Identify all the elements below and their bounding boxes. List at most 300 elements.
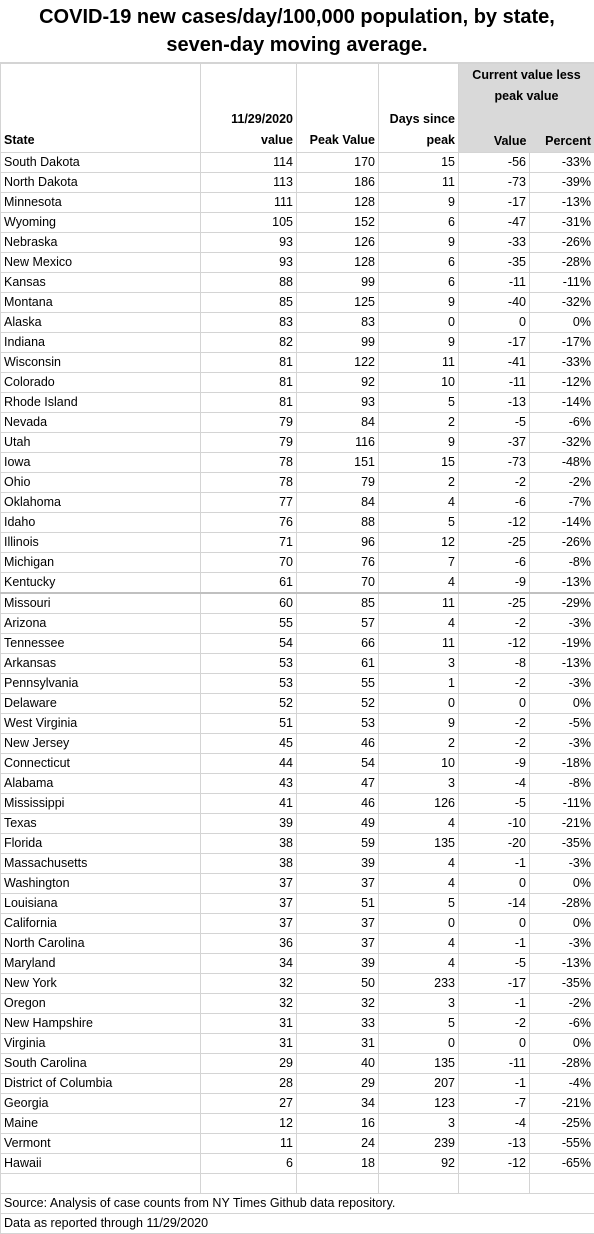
cell-current-value: 38 xyxy=(201,834,297,854)
cell-current-value: 54 xyxy=(201,634,297,654)
cell-diff-percent: -31% xyxy=(530,213,594,233)
cell-state: Arkansas xyxy=(1,654,201,674)
cell-days-since-peak: 5 xyxy=(379,894,459,914)
cell-diff-percent: -33% xyxy=(530,153,594,173)
cell-days-since-peak: 9 xyxy=(379,293,459,313)
cell-current-value: 51 xyxy=(201,714,297,734)
table-row xyxy=(1,593,594,614)
cell-current-value: 93 xyxy=(201,233,297,253)
cell-current-value: 53 xyxy=(201,654,297,674)
cell-current-value: 37 xyxy=(201,894,297,914)
cell-state: South Dakota xyxy=(1,153,201,173)
cell-days-since-peak: 3 xyxy=(379,774,459,794)
cell-peak-value: 99 xyxy=(297,273,379,293)
table-row xyxy=(1,934,594,954)
cell-days-since-peak: 4 xyxy=(379,934,459,954)
cell-current-value: 70 xyxy=(201,553,297,573)
cell-diff-value: -2 xyxy=(459,1014,530,1034)
cell-days-since-peak: 5 xyxy=(379,1014,459,1034)
cell-days-since-peak: 15 xyxy=(379,453,459,473)
cell-days-since-peak: 239 xyxy=(379,1134,459,1154)
table-row xyxy=(1,734,594,754)
cell-diff-value: -5 xyxy=(459,794,530,814)
cell-peak-value: 39 xyxy=(297,854,379,874)
cell-diff-value: -17 xyxy=(459,333,530,353)
cell-state: Kansas xyxy=(1,273,201,293)
cell-days-since-peak: 2 xyxy=(379,473,459,493)
table-row xyxy=(1,614,594,634)
cell-peak-value: 125 xyxy=(297,293,379,313)
cell-diff-value: -13 xyxy=(459,1134,530,1154)
cell-state: Kentucky xyxy=(1,573,201,594)
cell-days-since-peak: 10 xyxy=(379,373,459,393)
table-row xyxy=(1,193,594,213)
table-row xyxy=(1,954,594,974)
cell-current-value: 44 xyxy=(201,754,297,774)
cell-current-value: 41 xyxy=(201,794,297,814)
table-row xyxy=(1,834,594,854)
cell-state: Florida xyxy=(1,834,201,854)
cell-diff-percent: -55% xyxy=(530,1134,594,1154)
cell-days-since-peak: 4 xyxy=(379,854,459,874)
cell-peak-value: 92 xyxy=(297,373,379,393)
cell-diff-percent: 0% xyxy=(530,914,594,934)
cell-state: Utah xyxy=(1,433,201,453)
cell-diff-value: -56 xyxy=(459,153,530,173)
cell-current-value: 60 xyxy=(201,593,297,614)
cell-state: Rhode Island xyxy=(1,393,201,413)
cell-peak-value: 96 xyxy=(297,533,379,553)
cell-state: Alaska xyxy=(1,313,201,333)
cell-current-value: 79 xyxy=(201,433,297,453)
cell-peak-value: 93 xyxy=(297,393,379,413)
cell-current-value: 78 xyxy=(201,453,297,473)
cell-state: Wisconsin xyxy=(1,353,201,373)
table-row xyxy=(1,213,594,233)
cell-state: Wyoming xyxy=(1,213,201,233)
cell-diff-value: -41 xyxy=(459,353,530,373)
cell-current-value: 85 xyxy=(201,293,297,313)
cell-diff-value: -12 xyxy=(459,513,530,533)
cell-peak-value: 47 xyxy=(297,774,379,794)
cell-current-value: 53 xyxy=(201,674,297,694)
cell-state: California xyxy=(1,914,201,934)
cell-diff-percent: 0% xyxy=(530,694,594,714)
header-date-line-2: value xyxy=(204,130,293,151)
cell-peak-value: 51 xyxy=(297,894,379,914)
cell-diff-value: -17 xyxy=(459,193,530,213)
cell-current-value: 37 xyxy=(201,874,297,894)
cell-state: Georgia xyxy=(1,1094,201,1114)
cell-state: Minnesota xyxy=(1,193,201,213)
table-row xyxy=(1,493,594,513)
cell-diff-percent: -18% xyxy=(530,754,594,774)
table-row xyxy=(1,674,594,694)
cell-diff-value: -35 xyxy=(459,253,530,273)
cell-diff-percent: 0% xyxy=(530,313,594,333)
cell-state: Illinois xyxy=(1,533,201,553)
cell-diff-percent: -35% xyxy=(530,834,594,854)
cell-peak-value: 84 xyxy=(297,493,379,513)
cell-current-value: 27 xyxy=(201,1094,297,1114)
table-row xyxy=(1,714,594,734)
table-row xyxy=(1,1114,594,1134)
cell-diff-percent: -35% xyxy=(530,974,594,994)
empty-cell xyxy=(297,1174,379,1194)
cell-diff-percent: -8% xyxy=(530,774,594,794)
table-row xyxy=(1,173,594,193)
cell-state: Maryland xyxy=(1,954,201,974)
cell-diff-percent: -3% xyxy=(530,854,594,874)
table-row xyxy=(1,974,594,994)
cell-state: Texas xyxy=(1,814,201,834)
cell-state: Pennsylvania xyxy=(1,674,201,694)
cell-state: Oregon xyxy=(1,994,201,1014)
table-row xyxy=(1,994,594,1014)
cell-peak-value: 152 xyxy=(297,213,379,233)
cell-peak-value: 50 xyxy=(297,974,379,994)
cell-diff-percent: -2% xyxy=(530,473,594,493)
cell-current-value: 38 xyxy=(201,854,297,874)
empty-cell xyxy=(201,1174,297,1194)
cell-days-since-peak: 0 xyxy=(379,694,459,714)
cell-state: Delaware xyxy=(1,694,201,714)
empty-cell xyxy=(379,1174,459,1194)
table-row xyxy=(1,1094,594,1114)
cell-diff-value: -11 xyxy=(459,273,530,293)
cell-peak-value: 24 xyxy=(297,1134,379,1154)
cell-state: New York xyxy=(1,974,201,994)
cell-diff-value: -7 xyxy=(459,1094,530,1114)
cell-diff-value: -11 xyxy=(459,1054,530,1074)
cell-days-since-peak: 1 xyxy=(379,674,459,694)
cell-peak-value: 126 xyxy=(297,233,379,253)
cell-peak-value: 66 xyxy=(297,634,379,654)
cell-peak-value: 99 xyxy=(297,333,379,353)
cell-diff-value: 0 xyxy=(459,313,530,333)
cell-diff-value: -1 xyxy=(459,934,530,954)
cell-diff-value: -25 xyxy=(459,533,530,553)
cell-state: Arizona xyxy=(1,614,201,634)
header-percent: Percent xyxy=(529,131,594,152)
cell-days-since-peak: 9 xyxy=(379,193,459,213)
cell-diff-percent: -26% xyxy=(530,533,594,553)
cell-peak-value: 32 xyxy=(297,994,379,1014)
cell-diff-percent: -29% xyxy=(530,593,594,614)
cell-state: Mississippi xyxy=(1,794,201,814)
cell-current-value: 105 xyxy=(201,213,297,233)
table-row xyxy=(1,1034,594,1054)
cell-diff-percent: -48% xyxy=(530,453,594,473)
cell-peak-value: 55 xyxy=(297,674,379,694)
cell-state: Alabama xyxy=(1,774,201,794)
cell-diff-percent: -26% xyxy=(530,233,594,253)
table-row xyxy=(1,433,594,453)
cell-days-since-peak: 5 xyxy=(379,393,459,413)
cell-diff-value: -37 xyxy=(459,433,530,453)
cell-peak-value: 34 xyxy=(297,1094,379,1114)
cell-state: Iowa xyxy=(1,453,201,473)
cell-diff-value: -47 xyxy=(459,213,530,233)
cell-diff-percent: -3% xyxy=(530,934,594,954)
table-row xyxy=(1,1134,594,1154)
header-date-value xyxy=(201,64,297,153)
cell-state: North Carolina xyxy=(1,934,201,954)
cell-diff-percent: -33% xyxy=(530,353,594,373)
table-row xyxy=(1,233,594,253)
cell-peak-value: 79 xyxy=(297,473,379,493)
cell-diff-value: -1 xyxy=(459,854,530,874)
data-table xyxy=(0,63,594,1234)
cell-current-value: 28 xyxy=(201,1074,297,1094)
table-row xyxy=(1,373,594,393)
cell-current-value: 32 xyxy=(201,994,297,1014)
cell-peak-value: 31 xyxy=(297,1034,379,1054)
table-row xyxy=(1,333,594,353)
cell-peak-value: 53 xyxy=(297,714,379,734)
cell-diff-percent: -13% xyxy=(530,573,594,594)
table-row xyxy=(1,1074,594,1094)
cell-diff-percent: -32% xyxy=(530,293,594,313)
cell-current-value: 34 xyxy=(201,954,297,974)
cell-current-value: 45 xyxy=(201,734,297,754)
cell-diff-value: -4 xyxy=(459,774,530,794)
header-group-line-1: Current value less xyxy=(459,65,594,86)
cell-state: Nebraska xyxy=(1,233,201,253)
cell-days-since-peak: 9 xyxy=(379,433,459,453)
table-row xyxy=(1,894,594,914)
cell-days-since-peak: 11 xyxy=(379,634,459,654)
cell-days-since-peak: 12 xyxy=(379,533,459,553)
cell-current-value: 76 xyxy=(201,513,297,533)
cell-days-since-peak: 2 xyxy=(379,734,459,754)
table-row xyxy=(1,473,594,493)
table-row xyxy=(1,313,594,333)
cell-diff-value: -9 xyxy=(459,573,530,594)
cell-diff-value: -2 xyxy=(459,714,530,734)
cell-days-since-peak: 5 xyxy=(379,513,459,533)
table-row xyxy=(1,914,594,934)
cell-current-value: 93 xyxy=(201,253,297,273)
header-value: Value xyxy=(459,131,529,152)
cell-diff-percent: -6% xyxy=(530,1014,594,1034)
cell-diff-value: -13 xyxy=(459,393,530,413)
cell-diff-percent: 0% xyxy=(530,874,594,894)
cell-current-value: 81 xyxy=(201,373,297,393)
cell-diff-value: 0 xyxy=(459,914,530,934)
cell-peak-value: 116 xyxy=(297,433,379,453)
cell-peak-value: 85 xyxy=(297,593,379,614)
cell-days-since-peak: 10 xyxy=(379,754,459,774)
table-row xyxy=(1,814,594,834)
cell-diff-value: -6 xyxy=(459,493,530,513)
cell-peak-value: 54 xyxy=(297,754,379,774)
cell-diff-value: 0 xyxy=(459,694,530,714)
cell-diff-percent: -32% xyxy=(530,433,594,453)
cell-diff-value: -40 xyxy=(459,293,530,313)
cell-current-value: 52 xyxy=(201,694,297,714)
cell-days-since-peak: 3 xyxy=(379,1114,459,1134)
cell-diff-percent: -11% xyxy=(530,273,594,293)
cell-state: Virginia xyxy=(1,1034,201,1054)
cell-days-since-peak: 6 xyxy=(379,253,459,273)
cell-days-since-peak: 11 xyxy=(379,593,459,614)
cell-peak-value: 39 xyxy=(297,954,379,974)
cell-peak-value: 186 xyxy=(297,173,379,193)
cell-days-since-peak: 4 xyxy=(379,814,459,834)
cell-diff-percent: -28% xyxy=(530,253,594,273)
cell-current-value: 55 xyxy=(201,614,297,634)
cell-current-value: 113 xyxy=(201,173,297,193)
cell-peak-value: 52 xyxy=(297,694,379,714)
cell-peak-value: 83 xyxy=(297,313,379,333)
title-line-2: seven-day moving average. xyxy=(166,31,427,59)
cell-state: Indiana xyxy=(1,333,201,353)
table-row xyxy=(1,413,594,433)
blank-row xyxy=(1,1174,594,1194)
cell-peak-value: 37 xyxy=(297,874,379,894)
cell-peak-value: 84 xyxy=(297,413,379,433)
table-row xyxy=(1,794,594,814)
cell-diff-value: -5 xyxy=(459,954,530,974)
cell-diff-value: -1 xyxy=(459,1074,530,1094)
title-line-1: COVID-19 new cases/day/100,000 population, by state, xyxy=(39,3,555,31)
cell-diff-percent: -39% xyxy=(530,173,594,193)
table-row xyxy=(1,253,594,273)
cell-current-value: 31 xyxy=(201,1034,297,1054)
cell-diff-value: -25 xyxy=(459,593,530,614)
cell-peak-value: 37 xyxy=(297,914,379,934)
cell-diff-value: -14 xyxy=(459,894,530,914)
cell-diff-value: -10 xyxy=(459,814,530,834)
cell-diff-value: -4 xyxy=(459,1114,530,1134)
cell-diff-percent: -19% xyxy=(530,634,594,654)
cell-diff-value: -17 xyxy=(459,974,530,994)
header-group-current-less-peak xyxy=(459,64,594,153)
cell-diff-value: -6 xyxy=(459,553,530,573)
cell-diff-value: -33 xyxy=(459,233,530,253)
cell-peak-value: 170 xyxy=(297,153,379,173)
cell-current-value: 111 xyxy=(201,193,297,213)
cell-state: Louisiana xyxy=(1,894,201,914)
cell-current-value: 82 xyxy=(201,333,297,353)
cell-state: South Carolina xyxy=(1,1054,201,1074)
cell-days-since-peak: 15 xyxy=(379,153,459,173)
table-row xyxy=(1,1014,594,1034)
cell-current-value: 11 xyxy=(201,1134,297,1154)
cell-days-since-peak: 2 xyxy=(379,413,459,433)
cell-diff-value: -73 xyxy=(459,453,530,473)
cell-diff-percent: -3% xyxy=(530,734,594,754)
empty-cell xyxy=(1,1174,201,1194)
table-row xyxy=(1,1054,594,1074)
empty-cell xyxy=(530,1174,594,1194)
cell-peak-value: 151 xyxy=(297,453,379,473)
cell-current-value: 29 xyxy=(201,1054,297,1074)
cell-days-since-peak: 4 xyxy=(379,493,459,513)
table-row xyxy=(1,694,594,714)
table-row xyxy=(1,153,594,173)
footer-source-row xyxy=(1,1194,594,1214)
cell-peak-value: 46 xyxy=(297,794,379,814)
cell-diff-value: -2 xyxy=(459,674,530,694)
cell-days-since-peak: 3 xyxy=(379,654,459,674)
cell-current-value: 83 xyxy=(201,313,297,333)
empty-cell xyxy=(459,1174,530,1194)
cell-diff-percent: -5% xyxy=(530,714,594,734)
cell-state: Washington xyxy=(1,874,201,894)
cell-current-value: 31 xyxy=(201,1014,297,1034)
cell-days-since-peak: 0 xyxy=(379,914,459,934)
cell-diff-value: -9 xyxy=(459,754,530,774)
cell-state: Missouri xyxy=(1,593,201,614)
cell-current-value: 6 xyxy=(201,1154,297,1174)
cell-diff-value: -11 xyxy=(459,373,530,393)
cell-diff-percent: -13% xyxy=(530,654,594,674)
cell-current-value: 78 xyxy=(201,473,297,493)
cell-current-value: 61 xyxy=(201,573,297,594)
cell-peak-value: 16 xyxy=(297,1114,379,1134)
cell-peak-value: 59 xyxy=(297,834,379,854)
cell-peak-value: 61 xyxy=(297,654,379,674)
cell-state: New Jersey xyxy=(1,734,201,754)
cell-current-value: 12 xyxy=(201,1114,297,1134)
cell-state: New Hampshire xyxy=(1,1014,201,1034)
cell-days-since-peak: 92 xyxy=(379,1154,459,1174)
cell-diff-value: -2 xyxy=(459,734,530,754)
cell-days-since-peak: 9 xyxy=(379,233,459,253)
cell-diff-percent: -3% xyxy=(530,674,594,694)
cell-diff-percent: -21% xyxy=(530,814,594,834)
cell-diff-percent: -25% xyxy=(530,1114,594,1134)
cell-peak-value: 40 xyxy=(297,1054,379,1074)
cell-days-since-peak: 123 xyxy=(379,1094,459,1114)
header-days-since-peak xyxy=(379,64,459,153)
cell-diff-percent: -3% xyxy=(530,614,594,634)
cell-diff-percent: -65% xyxy=(530,1154,594,1174)
cell-peak-value: 122 xyxy=(297,353,379,373)
cell-days-since-peak: 9 xyxy=(379,714,459,734)
cell-state: Tennessee xyxy=(1,634,201,654)
table-row xyxy=(1,393,594,413)
table-row xyxy=(1,513,594,533)
cell-diff-percent: -13% xyxy=(530,954,594,974)
header-peak-value: Peak Value xyxy=(297,64,379,153)
cell-diff-value: -8 xyxy=(459,654,530,674)
header-state: State xyxy=(1,64,201,153)
table-row xyxy=(1,293,594,313)
cell-days-since-peak: 135 xyxy=(379,1054,459,1074)
table-row xyxy=(1,874,594,894)
table-row xyxy=(1,854,594,874)
cell-days-since-peak: 0 xyxy=(379,313,459,333)
header-group-line-2: peak value xyxy=(459,86,594,107)
cell-diff-value: 0 xyxy=(459,874,530,894)
cell-diff-value: -73 xyxy=(459,173,530,193)
footer-note-row xyxy=(1,1214,594,1234)
cell-current-value: 81 xyxy=(201,393,297,413)
cell-diff-percent: -11% xyxy=(530,794,594,814)
cell-peak-value: 88 xyxy=(297,513,379,533)
cell-current-value: 43 xyxy=(201,774,297,794)
cell-days-since-peak: 207 xyxy=(379,1074,459,1094)
cell-peak-value: 128 xyxy=(297,253,379,273)
cell-state: North Dakota xyxy=(1,173,201,193)
cell-diff-value: -12 xyxy=(459,1154,530,1174)
cell-current-value: 36 xyxy=(201,934,297,954)
header-date-line-1: 11/29/2020 xyxy=(204,109,293,130)
table-row xyxy=(1,353,594,373)
